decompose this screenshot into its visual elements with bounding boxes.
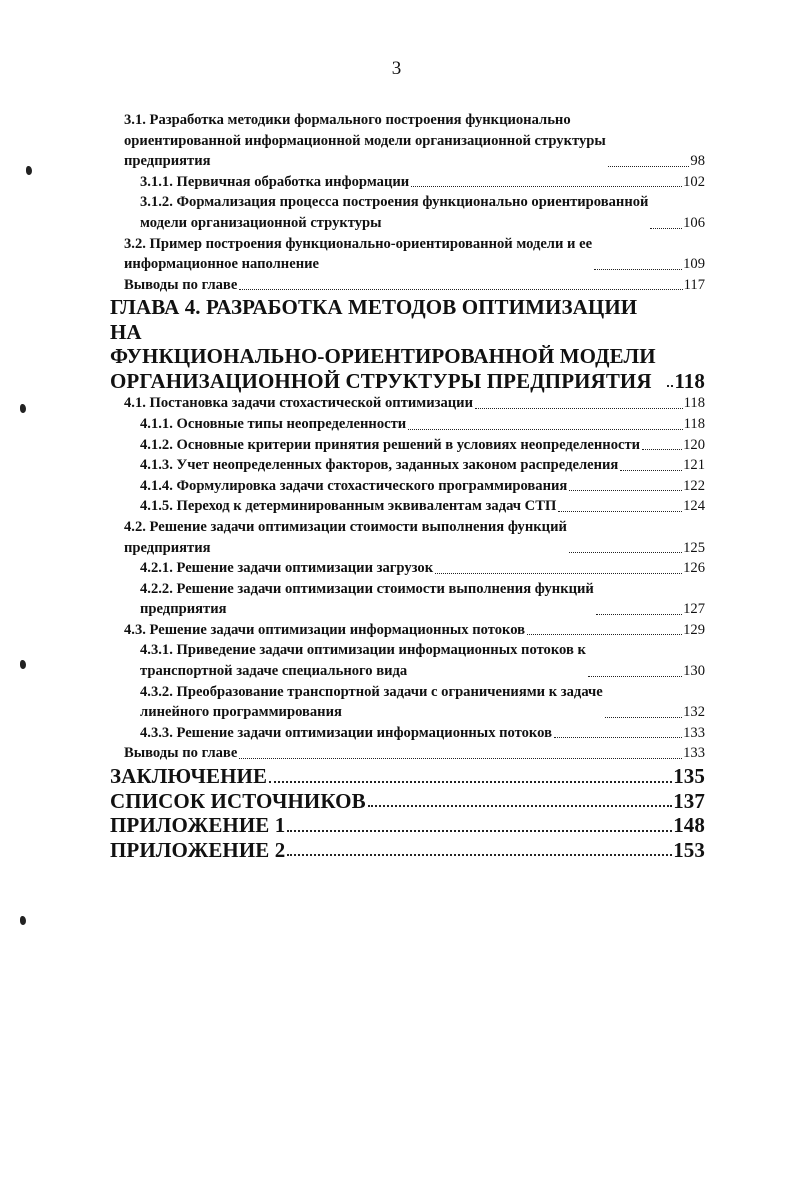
- toc-chapter-entry[interactable]: [110, 789, 705, 814]
- leader-dots: [650, 228, 682, 229]
- scan-mark: [20, 660, 26, 669]
- toc-entry-title: ПРИЛОЖЕНИЕ 2: [110, 837, 286, 862]
- toc-entry-page: 118: [674, 368, 705, 393]
- toc-entry-page: 120: [683, 436, 705, 453]
- toc-entry[interactable]: [110, 172, 705, 193]
- leader-dots: [596, 614, 682, 615]
- toc-entry-page: 130: [683, 663, 705, 680]
- leader-dots: [269, 781, 672, 783]
- toc-entry[interactable]: [110, 517, 705, 558]
- toc-entry-title: 4.1.4. Формулировка задачи стохастического программирования: [140, 477, 568, 494]
- toc-entry-page: 127: [683, 601, 705, 618]
- toc-entry[interactable]: [110, 579, 705, 620]
- toc-entry-page: 133: [683, 745, 705, 762]
- toc-entry-page: 126: [683, 560, 705, 577]
- toc-entry[interactable]: [110, 192, 705, 233]
- toc-entry[interactable]: [110, 723, 705, 744]
- scan-mark: [26, 166, 32, 175]
- toc-entry[interactable]: [110, 640, 705, 681]
- toc-entry-page: 135: [673, 764, 705, 789]
- leader-dots: [368, 805, 673, 807]
- toc-entry-title: 3.1. Разработка методики формального построения функционально ориентированной информационной модели организационной структуры предприятия: [124, 112, 606, 170]
- leader-dots: [569, 552, 682, 553]
- toc-entry-page: 98: [690, 153, 705, 170]
- toc-entry-title: 4.3.1. Приведение задачи оптимизации информационных потоков к транспортной задаче специального вида: [140, 642, 586, 680]
- toc-entry[interactable]: [110, 558, 705, 579]
- toc-entry-page: 137: [673, 788, 705, 813]
- toc-entry-page: 153: [673, 837, 705, 862]
- toc-entry-title: СПИСОК ИСТОЧНИКОВ: [110, 788, 366, 813]
- toc-entry-page: 148: [673, 813, 705, 838]
- toc-entry[interactable]: [110, 455, 705, 476]
- toc-entry-title: 3.2. Пример построения функционально-ориентированной модели и ее информационное наполнение: [124, 235, 593, 273]
- leader-dots: [435, 573, 682, 574]
- leader-dots: [608, 166, 690, 167]
- toc-entry[interactable]: [110, 275, 705, 296]
- toc-chapter-entry[interactable]: [110, 838, 705, 863]
- leader-dots: [667, 385, 673, 387]
- toc-entry-title: 4.1.5. Переход к детерминированным эквивалентам задач СТП: [140, 498, 557, 515]
- toc-entry[interactable]: [110, 234, 705, 275]
- toc-chapter-entry[interactable]: [110, 813, 705, 838]
- toc-entry[interactable]: [110, 496, 705, 517]
- toc-entry-page: 124: [683, 498, 705, 515]
- toc-entry-title: 3.1.1. Первичная обработка информации: [140, 173, 410, 190]
- toc-entry[interactable]: [110, 743, 705, 764]
- toc-entry-title: 4.2.2. Решение задачи оптимизации стоимости выполнения функций предприятия: [140, 580, 594, 618]
- leader-dots: [642, 449, 682, 450]
- leader-dots: [558, 511, 682, 512]
- toc-entry-title: 4.1.3. Учет неопределенных факторов, заданных законом распределения: [140, 457, 619, 474]
- toc-entry[interactable]: [110, 110, 705, 172]
- leader-dots: [287, 854, 672, 856]
- toc-entry-title: 4.3.3. Решение задачи оптимизации информационных потоков: [140, 724, 552, 741]
- toc-entry[interactable]: [110, 620, 705, 641]
- toc-chapter-entry[interactable]: [110, 295, 705, 393]
- leader-dots: [620, 470, 682, 471]
- leader-dots: [588, 676, 682, 677]
- toc-entry-title: 4.2. Решение задачи оптимизации стоимости выполнения функций предприятия: [124, 518, 567, 556]
- leader-dots: [475, 408, 683, 409]
- leader-dots: [411, 186, 682, 187]
- toc-entry-title: 4.1.2. Основные критерии принятия решений в условиях неопределенности: [140, 436, 641, 453]
- toc-entry-title: ПРИЛОЖЕНИЕ 1: [110, 813, 286, 838]
- leader-dots: [287, 830, 672, 832]
- page-number: 3: [391, 58, 402, 79]
- leader-dots: [239, 289, 682, 290]
- toc-entry-title: Выводы по главе: [124, 745, 238, 762]
- leader-dots: [554, 737, 682, 738]
- toc-entry[interactable]: [110, 682, 705, 723]
- toc-entry[interactable]: [110, 476, 705, 497]
- toc-entry-page: 133: [683, 724, 705, 741]
- toc-entry-title: 4.2.1. Решение задачи оптимизации загрузок: [140, 560, 434, 577]
- scan-mark: [20, 404, 26, 413]
- toc-entry[interactable]: [110, 435, 705, 456]
- leader-dots: [594, 269, 682, 270]
- leader-dots: [605, 717, 682, 718]
- leader-dots: [527, 634, 682, 635]
- toc-entry-page: 122: [683, 477, 705, 494]
- toc-entry-title: ЗАКЛЮЧЕНИЕ: [110, 764, 268, 789]
- toc-entry-title: 4.1.1. Основные типы неопределенности: [140, 415, 407, 432]
- toc-entry-page: 132: [683, 704, 705, 721]
- toc-chapter-entry[interactable]: [110, 764, 705, 789]
- toc-entry-title: 3.1.2. Формализация процесса построения функционально ориентированной модели организационной структуры: [140, 194, 649, 231]
- toc-entry-page: 129: [683, 621, 705, 638]
- toc-entry-title: 4.3. Решение задачи оптимизации информационных потоков: [124, 621, 526, 638]
- scan-mark: [20, 916, 26, 925]
- leader-dots: [408, 429, 682, 430]
- toc-entry-title: ГЛАВА 4. РАЗРАБОТКА МЕТОДОВ ОПТИМИЗАЦИИ НА ФУНКЦИОНАЛЬНО-ОРИЕНТИРОВАННОЙ МОДЕЛИ ОРГАНИЗАЦИОННОЙ СТРУКТУРЫ ПРЕДПРИЯТИЯ: [110, 295, 656, 393]
- toc-entry-page: 118: [683, 395, 705, 412]
- toc-entry-page: 125: [683, 539, 705, 556]
- toc-entry[interactable]: [110, 393, 705, 414]
- table-of-contents: [110, 110, 705, 862]
- leader-dots: [569, 490, 682, 491]
- toc-entry-title: Выводы по главе: [124, 276, 238, 293]
- toc-entry[interactable]: [110, 414, 705, 435]
- toc-entry-page: 121: [683, 457, 705, 474]
- toc-entry-page: 118: [683, 415, 705, 432]
- toc-entry-page: 117: [683, 276, 705, 293]
- toc-entry-title: 4.1. Постановка задачи стохастической оптимизации: [124, 395, 474, 412]
- toc-entry-page: 106: [683, 214, 705, 231]
- toc-entry-title: 4.3.2. Преобразование транспортной задачи с ограничениями к задаче линейного программирования: [140, 683, 603, 721]
- toc-entry-page: 109: [683, 256, 705, 273]
- toc-entry-page: 102: [683, 173, 705, 190]
- leader-dots: [239, 758, 682, 759]
